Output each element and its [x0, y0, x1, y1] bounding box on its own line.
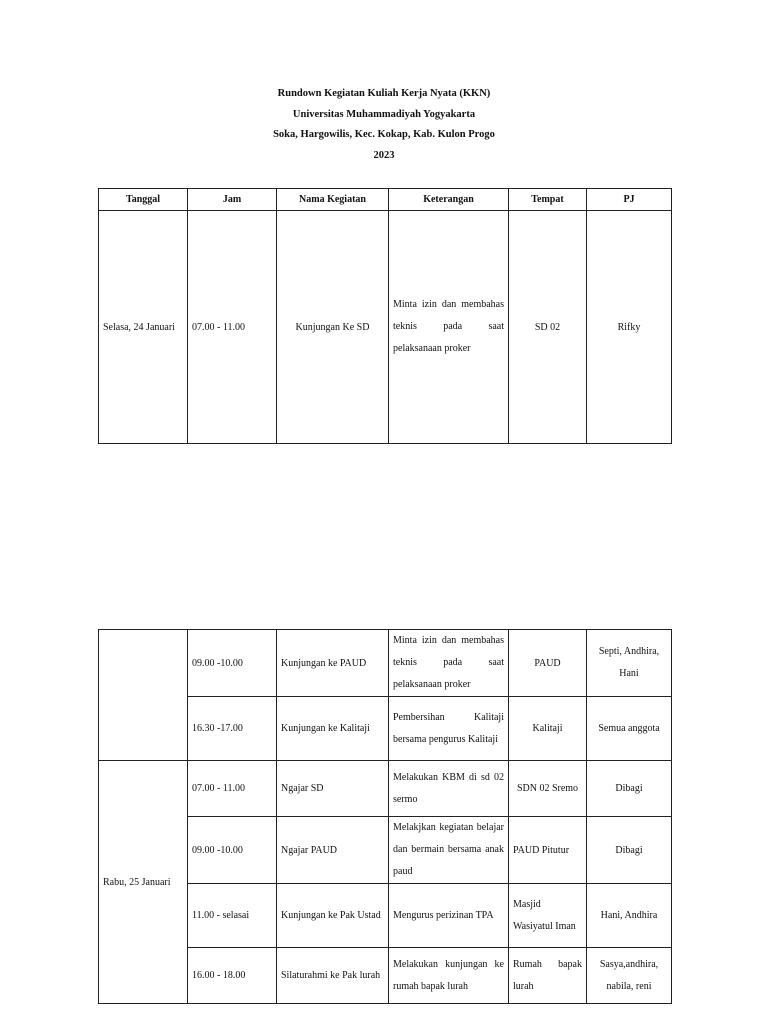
rundown-table-1: [98, 188, 672, 444]
table-row: [99, 630, 672, 697]
cell-tempat: Rumah bapak lurah: [509, 948, 587, 1004]
cell-keterangan: Pembersihan Kalitaji bersama pengurus Kalitaji: [389, 697, 509, 761]
cell-nama-kegiatan: Silaturahmi ke Pak lurah: [277, 948, 389, 1004]
cell-nama-kegiatan: Ngajar SD: [277, 761, 389, 817]
document-header: [0, 84, 768, 166]
cell-jam: 16.30 -17.00: [188, 697, 277, 761]
cell-keterangan: Melakukan kunjungan ke rumah bapak lurah: [389, 948, 509, 1004]
cell-nama-kegiatan: Kunjungan ke Pak Ustad: [277, 884, 389, 948]
cell-nama-kegiatan: Kunjungan Ke SD: [277, 211, 389, 444]
cell-jam: 16.00 - 18.00: [188, 948, 277, 1004]
table-row: [99, 761, 672, 817]
cell-keterangan: Mengurus perizinan TPA: [389, 884, 509, 948]
cell-pj: Hani, Andhira: [587, 884, 672, 948]
table-row: [99, 211, 672, 444]
column-header: PJ: [587, 189, 672, 211]
cell-pj: Dibagi: [587, 761, 672, 817]
header-year: 2023: [373, 149, 395, 161]
cell-jam: 09.00 -10.00: [188, 630, 277, 697]
column-header: Tanggal: [99, 189, 188, 211]
cell-pj: Dibagi: [587, 817, 672, 884]
cell-jam: 11.00 - selasai: [188, 884, 277, 948]
cell-keterangan: Minta izin dan membahas teknis pada saat pelaksanaan proker: [389, 211, 509, 444]
column-header: Tempat: [509, 189, 587, 211]
cell-tempat: SDN 02 Sremo: [509, 761, 587, 817]
cell-keterangan: Melakjkan kegiatan belajar dan bermain bersama anak paud: [389, 817, 509, 884]
cell-tempat: Masjid Wasiyatul Iman: [509, 884, 587, 948]
cell-tanggal: Rabu, 25 Januari: [99, 761, 188, 1004]
cell-jam: 07.00 - 11.00: [188, 761, 277, 817]
column-header: Nama Kegiatan: [277, 189, 389, 211]
table-header-row: [99, 189, 672, 211]
cell-jam: 07.00 - 11.00: [188, 211, 277, 444]
cell-tempat: PAUD: [509, 630, 587, 697]
cell-pj: Semua anggota: [587, 697, 672, 761]
header-location: Soka, Hargowilis, Kec. Kokap, Kab. Kulon Progo: [273, 129, 495, 140]
column-header: Jam: [188, 189, 277, 211]
cell-pj: Sasya,andhira, nabila, reni: [587, 948, 672, 1004]
cell-pj: Septi, Andhira, Hani: [587, 630, 672, 697]
rundown-table-2: [98, 629, 672, 1004]
cell-nama-kegiatan: Kunjungan ke PAUD: [277, 630, 389, 697]
header-title: Rundown Kegiatan Kuliah Kerja Nyata (KKN): [277, 88, 491, 99]
cell-jam: 09.00 -10.00: [188, 817, 277, 884]
cell-tempat: PAUD Pitutur: [509, 817, 587, 884]
header-university: Universitas Muhammadiyah Yogyakarta: [292, 108, 476, 120]
cell-tanggal: Selasa, 24 Januari: [99, 211, 188, 444]
cell-keterangan: Melakukan KBM di sd 02 sermo: [389, 761, 509, 817]
cell-tanggal: [99, 630, 188, 761]
cell-pj: Rifky: [587, 211, 672, 444]
cell-keterangan: Minta izin dan membahas teknis pada saat pelaksanaan proker: [389, 630, 509, 697]
cell-nama-kegiatan: Kunjungan ke Kalitaji: [277, 697, 389, 761]
cell-nama-kegiatan: Ngajar PAUD: [277, 817, 389, 884]
column-header: Keterangan: [389, 189, 509, 211]
cell-tempat: SD 02: [509, 211, 587, 444]
cell-tempat: Kalitaji: [509, 697, 587, 761]
